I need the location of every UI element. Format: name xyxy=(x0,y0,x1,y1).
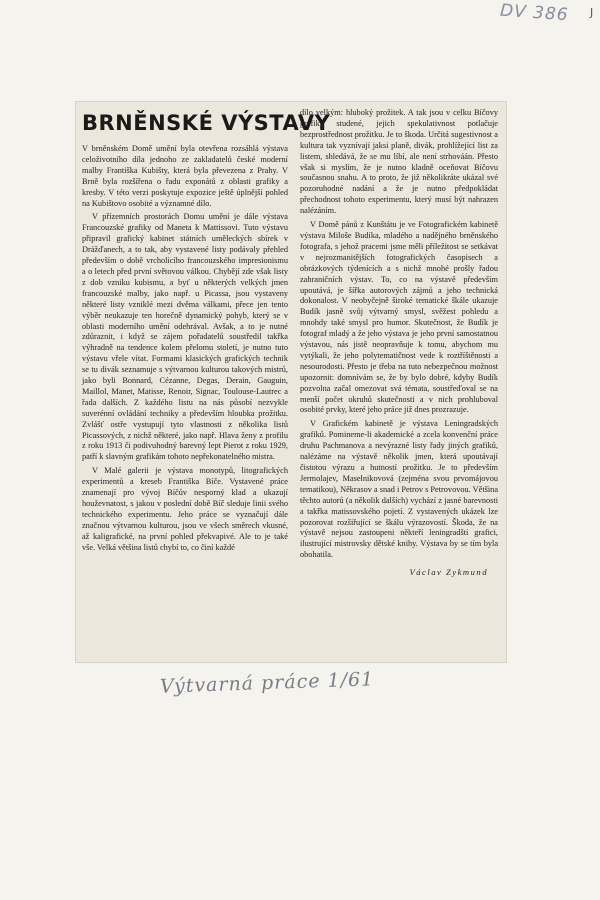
archive-code-handwritten: DV 386 xyxy=(499,0,570,26)
paragraph: V Grafickém kabinetě je výstava Leningradských grafiků. Pomineme-li akademické a zcela konvenční práce druhu Pachmanova a nevýrazné listy řady jiných grafiků, nalézáme na výstavě několik jmen, která upoutávají čistotou výrazu a hutností prožitku. Je to především Jermolajev, Maselnikovová (zejména svou prvomájovou tematikou), Někrasov a snad i Petrov s Petrovovou. Většina těchto autorů (a několik dalších) vychází z jasné barevnosti a takřka matissovského pojetí. Z vystavených ukázek lze pozorovat rozšiřující se škálu výrazovostí. Škoda, že na výstavě nejsou zastoupeni někteří leningradští grafici, ilustrující mistrovsky dětské knihy. Výstava by se tím byla obohatila. xyxy=(300,419,499,560)
author-byline: Václav Zykmund xyxy=(409,567,488,578)
newspaper-clipping xyxy=(76,102,506,662)
edge-mark: J xyxy=(590,6,594,19)
handwritten-source-note: Výtvarná práce 1/61 xyxy=(159,668,375,698)
headline: BRNĚNSKÉ VÝSTAVY xyxy=(82,111,331,135)
paragraph: V Malé galerii je výstava monotypů, litografických experimentů a kreseb Františka Bíče. Vystavené práce znamenají pro vývoj Bíčův nesporný klad a ukazují houževnatost, s jakou v poslední době Bíč sleduje linii svého technického experimentu. Jeho práce se vyznačují dále značnou výtvarnou kulturou, jsou ve všech směrech vkusné, až kaligrafické, na první pohled překvapivé. Ale to je také vše. Velká většina listů chybí to, co činí každé xyxy=(82,466,288,552)
paragraph: V brněnském Domě umění byla otevřena rozsáhlá výstava celoživotního díla jednoho ze zakladatelů české moderní malby Františka Kubišty, která byla převezena z Prahy. V Brně byla rozšířena o řadu exponátů z oblasti grafiky a kresby. V této verzi poskytuje expozice ještě úplnější pohled na Kubištovo osobité a významné dílo. xyxy=(82,144,288,208)
paragraph: dílo velkým: hluboký prožitek. A tak jsou v celku Bíčovy grafiky studené, jejich spekulativnost potlačuje bezprostřednost prožitku. Je to škoda. Určitá sugestivnost a kultura tak vyznívají jaksi planě, divák, prohlížející list za listem, shledává, že se mu líbí, ale není strhováán. Přesto však si myslím, že je nutno kladně oceňovat Bíčovu současnou snahu. A to proto, že již několikráte ukázal své pozoruhodné nadání a že je nutno předpokládat přechodnost tohoto experimentu, který musí být nahrazen nalézáním. xyxy=(300,108,498,216)
paragraph: V Domě pánů z Kunštátu je ve Fotografickém kabinetě výstava Miloše Budíka, mladého a nadějného brněnského fotografa, s jehož pracemi jsme měli příležitost se setkávat v nejrozmanitějších fotografických časopisech a obrázkových týdenících a s nichž mnohé prošly řadou zahraničních výstav. To, co na výstavě především upoutává, je šířka autorových zájmů a jeho technická dokonalost. V neobyčejně široké tematické škále ukazuje Budík jasně svůj výtvarný smysl, svěžest pohledu a mnohdy také smysl pro humor. Skutečnost, že Budík je fotograf mladý a že jeho výstava je jeho první samostatnou výstavou, nás jistě neopravňuje k tomu, abychom mu vytýkali, že jeho polytematičnost vede k roztříštěnosti a nesourodosti. Přesto je třeba na tuto nebezpečnou možnost upozornit: domnívám se, že by bylo dobré, kdyby Budík pozvolna začal omezovat svá témata, soustřeďoval se na menší počet okruhů skutečnosti a v nich prohluboval osobité prvky, které jeho práce již dnes prozrazuje. xyxy=(300,220,498,415)
right-column xyxy=(300,108,498,578)
left-column xyxy=(82,108,331,557)
paragraph: V přízemních prostorách Domu umění je dále výstava Francouzské grafiky od Maneta k Mattissovi. Tuto výstavu připravil grafický kabinet státních uměleckých sbírek v Drážďanech, a to tak, aby vystavené listy podávaly přehled především o době vrcholícího francouzského impresionismu a o letech před první světovou válkou. Chybějí zde však listy z dob vzniku kubismu, a byť u některých velkých jmen francouzské malby, jako např. u Picassa, jsou vystaveny některé listy vzniklé mezi dvěma válkami, přece jen tento výběr neukazuje ten horečně dynamický pohyb, který se v oblasti moderního umění odehrával. Avšak, a to je nutné zdůraznit, i když se zájem pořadatelů soustředil takřka výhradně na tendence kolem přelomu století, je nutno tuto výstavu vřele vítat. Formami klasických grafických technik se tu divák seznamuje s výtvarnou kulturou takových mistrů, jako byli Bonnard, Cézanne, Degas, Derain, Gauguin, Maillol, Manet, Matisse, Renoir, Signac, Toulouse-Lautrec a řada dalších. Z každého listu na nás působí nezvykle suverénní ovládání techniky a především hloubka prožitku. Zvlášť ostře vystupují tyto vlastnosti z několika listů Picassových, z nichž některé, jako např. Hlava ženy z profilu z roku 1913 či podivuhodný barevný lept Pierot z roku 1929, patří k slavným grafikám tohoto nepřekonatelného mistra. xyxy=(82,212,288,462)
